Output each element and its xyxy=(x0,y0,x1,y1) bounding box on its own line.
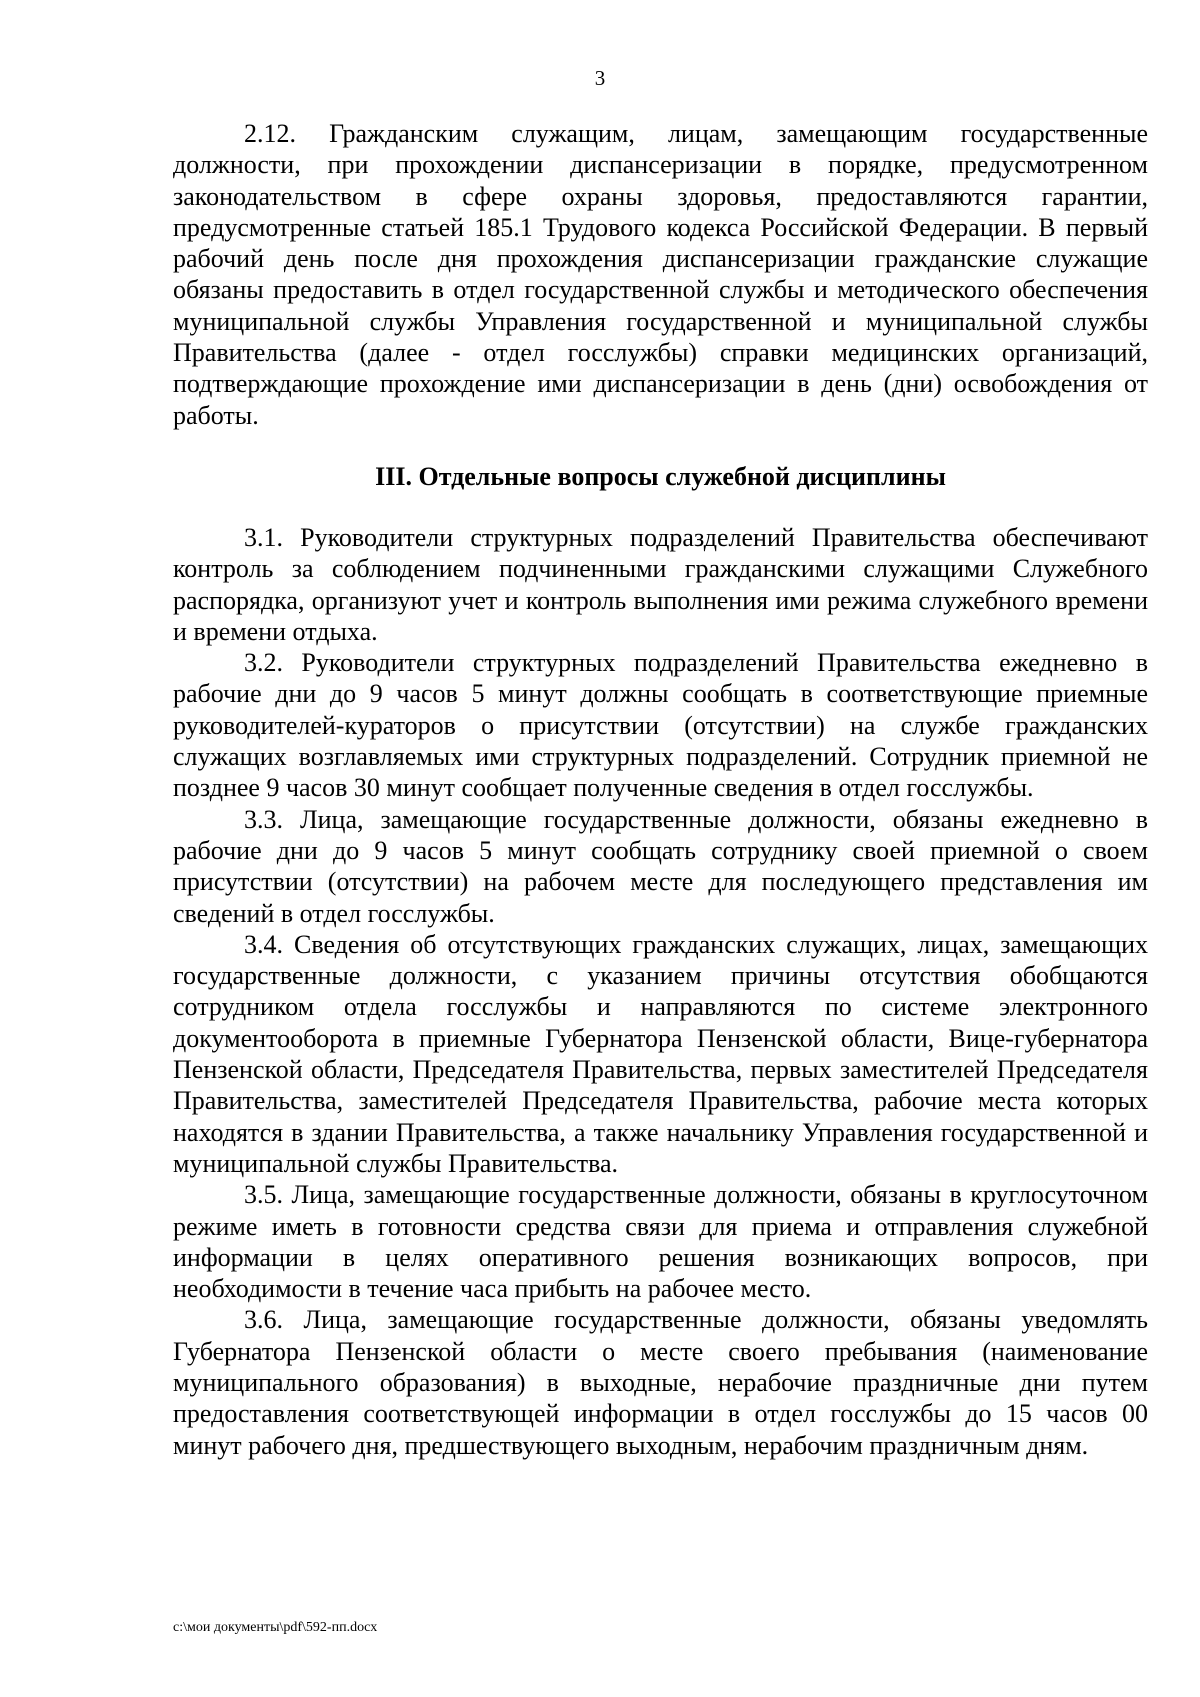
paragraph-2-12: 2.12. Гражданским служащим, лицам, замещающим государственные должности, при прохождении диспансеризации в порядке, предусмотренном законодательством в сфере охраны здоровья, предоставляются гарантии, предусмотренные статьей 185.1 Трудового кодекса Российской Федерации. В первый рабочий день после дня прохождения диспансеризации гражданские служащие обязаны предоставить в отдел государственной службы и методического обеспечения муниципальной службы Управления государственной и муниципальной службы Правительства (далее - отдел госслужбы) справки медицинских организаций, подтверждающие прохождение ими диспансеризации в день (дни) освобождения от работы. xyxy=(173,119,1148,430)
paragraph-3-1: 3.1. Руководители структурных подразделений Правительства обеспечивают контроль за соблюдением подчиненными гражданскими служащими Служебного распорядка, организуют учет и контроль выполнения ими режима служебного времени и времени отдыха. xyxy=(173,522,1148,646)
section-heading-3: III. Отдельные вопросы служебной дисциплины xyxy=(375,461,946,491)
paragraph-3-4: 3.4. Сведения об отсутствующих гражданских служащих, лицах, замещающих государственные должности, с указанием причины отсутствия обобщаются сотрудником отдела госслужбы и направляются по системе электронного документооборота в приемные Губернатора Пензенской области, Вице-губернатора Пензенской области, Председателя Правительства, первых заместителей Председателя Правительства, заместителей Председателя Правительства, рабочие места которых находятся в здании Правительства, а также начальнику Управления государственной и муниципальной службы Правительства. xyxy=(173,929,1148,1178)
paragraph-3-6: 3.6. Лица, замещающие государственные должности, обязаны уведомлять Губернатора Пензенской области о месте своего пребывания (наименование муниципального образования) в выходные, нерабочие праздничные дни путем предоставления соответствующей информации в отдел госслужбы до 15 часов 00 минут рабочего дня, предшествующего выходным, нерабочим праздничным дням. xyxy=(173,1305,1148,1460)
paragraph-3-5: 3.5. Лица, замещающие государственные должности, обязаны в круглосуточном режиме иметь в готовности средства связи для приема и отправления служебной информации в целях оперативного решения возникающих вопросов, при необходимости в течение часа прибыть на рабочее место. xyxy=(173,1180,1148,1304)
paragraph-3-3: 3.3. Лица, замещающие государственные должности, обязаны ежедневно в рабочие дни до 9 часов 5 минут сообщать сотруднику своей приемной о своем присутствии (отсутствии) на рабочем месте для последующего представления им сведений в отдел госслужбы. xyxy=(173,804,1148,928)
paragraph-3-2: 3.2. Руководители структурных подразделений Правительства ежедневно в рабочие дни до 9 часов 5 минут должны сообщать в соответствующие приемные руководителей-кураторов о присутствии (отсутствии) на службе гражданских служащих возглавляемых ими структурных подразделений. Сотрудник приемной не позднее 9 часов 30 минут сообщает полученные сведения в отдел госслужбы. xyxy=(173,648,1148,803)
footer-file-path: c:\мои документы\pdf\592-пп.docx xyxy=(173,1620,378,1635)
document-body xyxy=(173,118,1148,1461)
page-number: 3 xyxy=(594,66,606,90)
